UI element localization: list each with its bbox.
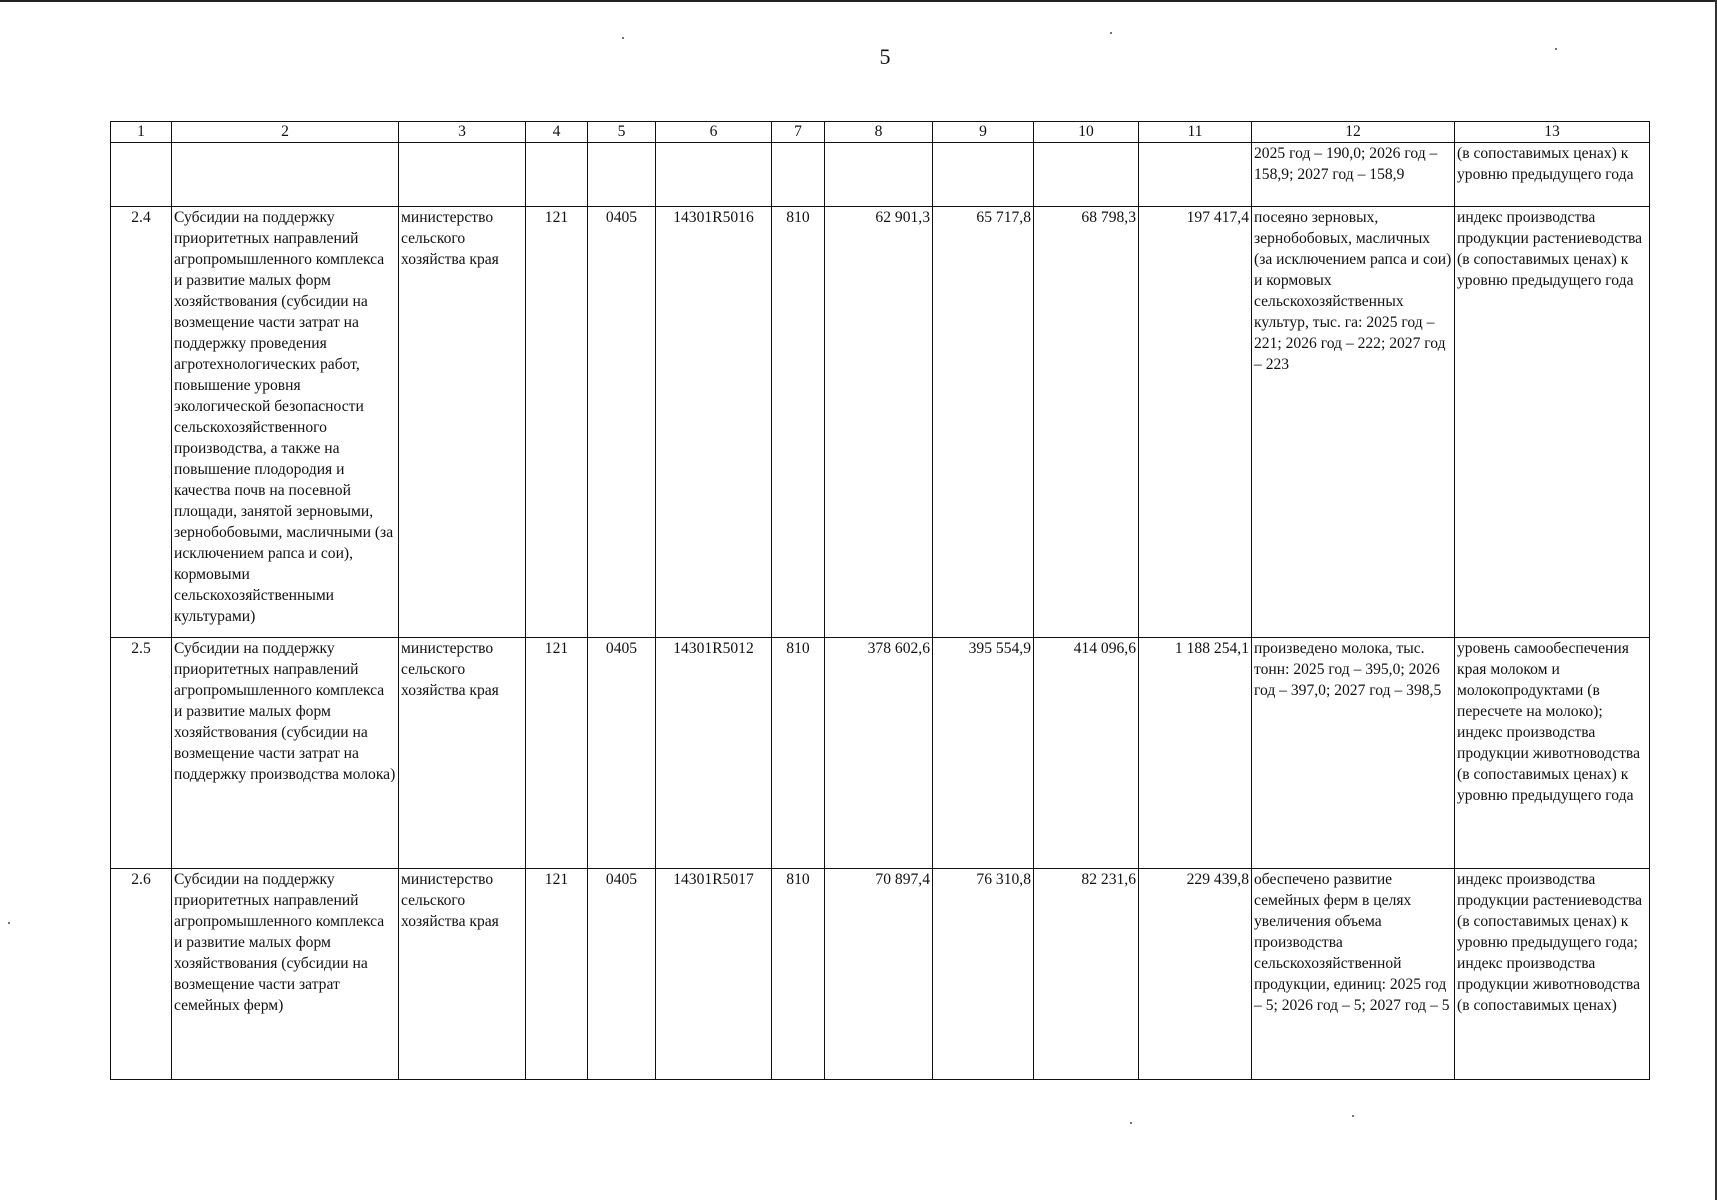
cell-result: посеяно зерновых, зернобобовых, масличных (за исключением рапса и сои) и кормовых сельскохозяйственных культур, тыс. га: 2025 год – 221; 2026 год – 222; 2027 год – 223 [1252,207,1455,638]
cell-amount-2027: 82 231,6 [1034,869,1139,1080]
cell-indicator: (в сопоставимых ценах) к уровню предыдущего года [1455,143,1650,207]
cell-csr: 14301R5017 [656,869,772,1080]
cell-rzpr: 0405 [588,638,656,869]
scan-speck [1352,1115,1354,1117]
cell-amount-2025: 378 602,6 [825,638,933,869]
cell-grbs: 121 [526,207,588,638]
cell-amount-2027: 414 096,6 [1034,638,1139,869]
col-header-5: 5 [588,122,656,143]
cell-number: 2.5 [111,638,172,869]
cell-grbs: 121 [526,638,588,869]
cell-indicator: индекс производства продукции растениеводства (в сопоставимых ценах) к уровню предыдущего года [1455,207,1650,638]
col-header-8: 8 [825,122,933,143]
cell-empty [588,143,656,207]
table-row [111,869,1650,1080]
cell-indicator: уровень самообеспечения края молоком и молокопродуктами (в пересчете на молоко); индекс производства продукции животноводства (в сопоставимых ценах) к уровню предыдущего года [1455,638,1650,869]
cell-amount-2026: 76 310,8 [933,869,1034,1080]
scan-speck [1555,48,1557,50]
header-row [111,122,1650,143]
cell-amount-2025: 62 901,3 [825,207,933,638]
cell-empty [656,143,772,207]
scan-speck [8,922,10,924]
col-header-9: 9 [933,122,1034,143]
cell-empty [1034,143,1139,207]
scan-speck [622,37,624,39]
cell-empty [933,143,1034,207]
cell-amount-2025: 70 897,4 [825,869,933,1080]
col-header-12: 12 [1252,122,1455,143]
col-header-1: 1 [111,122,172,143]
cell-measure-name: Субсидии на поддержку приоритетных направлений агропромышленного комплекса и развитие малых форм хозяйствования (субсидии на возмещение части затрат на поддержку производства молока) [172,638,399,869]
table-row [111,207,1650,638]
cell-csr: 14301R5012 [656,638,772,869]
cell-empty [1139,143,1252,207]
col-header-6: 6 [656,122,772,143]
cell-amount-2027: 68 798,3 [1034,207,1139,638]
col-header-13: 13 [1455,122,1650,143]
cell-vr: 810 [772,638,825,869]
scan-speck [1110,32,1112,34]
col-header-2: 2 [172,122,399,143]
cell-amount-total: 229 439,8 [1139,869,1252,1080]
cell-empty [772,143,825,207]
col-header-4: 4 [526,122,588,143]
col-header-3: 3 [399,122,526,143]
cell-result: произведено молока, тыс. тонн: 2025 год – 395,0; 2026 год – 397,0; 2027 год – 398,5 [1252,638,1455,869]
cell-amount-2026: 65 717,8 [933,207,1034,638]
cell-vr: 810 [772,207,825,638]
cell-empty [825,143,933,207]
cell-empty [399,143,526,207]
scan-top-edge [0,0,1717,2]
cell-executor: министерство сельского хозяйства края [399,869,526,1080]
cell-executor: министерство сельского хозяйства края [399,207,526,638]
cell-measure-name: Субсидии на поддержку приоритетных направлений агропромышленного комплекса и развитие малых форм хозяйствования (субсидии на возмещение части затрат на поддержку проведения агротехнологических работ, повышение уровня экологической безопасности сельскохозяйственного производства, а также на повышение плодородия и качества почв на посевной площади, занятой зерновыми, зернобобовыми, масличными (за исключением рапса и сои), кормовыми сельскохозяйственными культурами) [172,207,399,638]
cell-rzpr: 0405 [588,869,656,1080]
cell-csr: 14301R5016 [656,207,772,638]
cell-result: обеспечено развитие семейных ферм в целях увеличения объема производства сельскохозяйственной продукции, единиц: 2025 год – 5; 2026 год – 5; 2027 год – 5 [1252,869,1455,1080]
cell-grbs: 121 [526,869,588,1080]
budget-table [110,121,1650,1080]
cell-measure-name: Субсидии на поддержку приоритетных направлений агропромышленного комплекса и развитие малых форм хозяйствования (субсидии на возмещение части затрат семейных ферм) [172,869,399,1080]
page-number: 5 [879,44,891,69]
cell-amount-total: 197 417,4 [1139,207,1252,638]
col-header-7: 7 [772,122,825,143]
cell-number: 2.6 [111,869,172,1080]
scan-speck [1130,1122,1132,1124]
cell-vr: 810 [772,869,825,1080]
cell-empty [111,143,172,207]
cell-number: 2.4 [111,207,172,638]
table-row-continuation [111,143,1650,207]
col-header-10: 10 [1034,122,1139,143]
cell-result: 2025 год – 190,0; 2026 год – 158,9; 2027 год – 158,9 [1252,143,1455,207]
col-header-11: 11 [1139,122,1252,143]
cell-rzpr: 0405 [588,207,656,638]
cell-executor: министерство сельского хозяйства края [399,638,526,869]
table-row [111,638,1650,869]
cell-indicator: индекс производства продукции растениеводства (в сопоставимых ценах) к уровню предыдущего года; индекс производства продукции животноводства (в сопоставимых ценах) [1455,869,1650,1080]
cell-amount-2026: 395 554,9 [933,638,1034,869]
cell-amount-total: 1 188 254,1 [1139,638,1252,869]
cell-empty [172,143,399,207]
cell-empty [526,143,588,207]
